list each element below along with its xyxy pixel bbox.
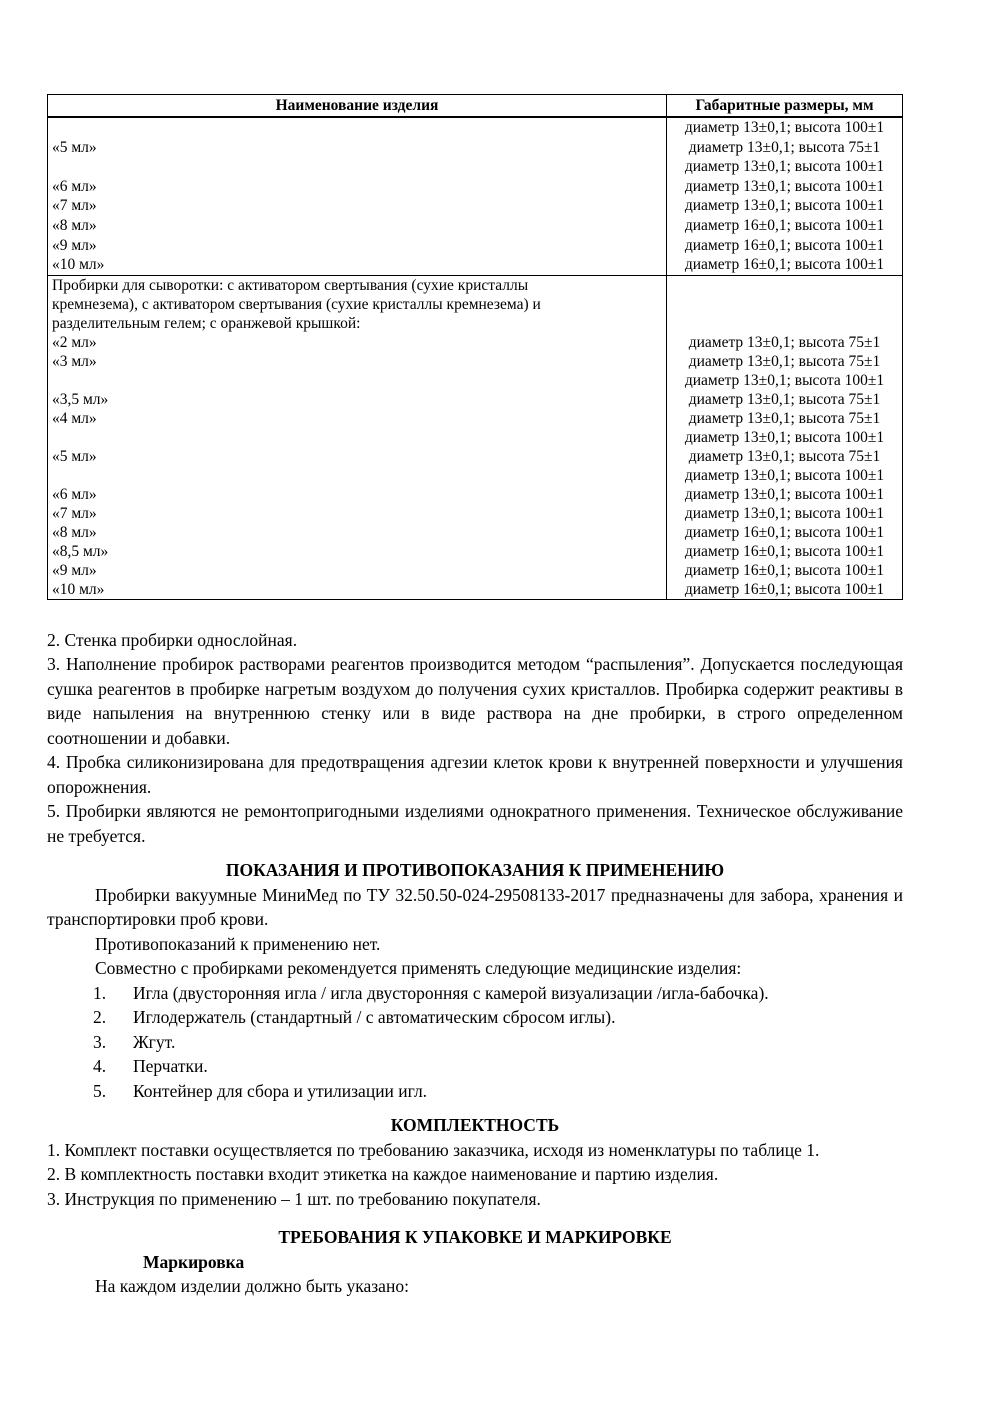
list-item-text: Перчатки. — [133, 1056, 208, 1077]
product-name-line: «6 мл» — [52, 177, 97, 195]
dimension-line: диаметр 13±0,1; высота 75±1 — [688, 352, 881, 370]
dimension-line: диаметр 13±0,1; высота 100±1 — [684, 428, 885, 446]
dimension-line — [667, 295, 902, 314]
product-name-line: «3 мл» — [52, 352, 97, 370]
product-name-line — [48, 466, 666, 485]
page-content — [47, 94, 903, 1299]
table-row-plain-tubes — [48, 118, 902, 275]
list-item-number: 5. — [93, 1080, 107, 1101]
list-item-number: 2. — [93, 1007, 107, 1028]
paragraph-no-contraindications: Противопоказаний к применению нет. — [95, 933, 381, 954]
dimension-line: диаметр 13±0,1; высота 100±1 — [684, 504, 885, 522]
list-item — [93, 1005, 903, 1030]
list-item-text: Жгут. — [133, 1031, 176, 1052]
product-name-line: «8 мл» — [52, 216, 97, 234]
recommended-devices-list — [93, 981, 903, 1104]
table-header-row — [48, 95, 902, 118]
subsection-title-marking: Маркировка — [143, 1251, 245, 1272]
list-item-text: Контейнер для сбора и утилизации игл. — [133, 1080, 428, 1101]
list-item-text: Иглодержатель (стандартный / с автоматическим сбросом иглы). — [133, 1007, 616, 1028]
list-item-text: Игла (двусторонняя игла / игла двусторонняя с камерой визуализации /игла-бабочка). — [133, 982, 769, 1003]
dimension-line: диаметр 13±0,1; высота 75±1 — [688, 333, 881, 351]
product-name-line: кремнезема), с активатором свертывания (сухие кристаллы кремнезема) и — [52, 295, 541, 313]
product-name-line: «9 мл» — [52, 561, 97, 579]
product-name-line: «10 мл» — [52, 580, 105, 598]
list-item — [93, 1054, 903, 1079]
list-item — [93, 1030, 903, 1055]
product-name-line: «8,5 мл» — [52, 542, 109, 560]
product-name-line: разделительным гелем; с оранжевой крышкой: — [52, 314, 361, 332]
paragraph-instruction: 3. Инструкция по применению – 1 шт. по требованию покупателя. — [47, 1188, 541, 1209]
product-name-line: «7 мл» — [52, 504, 97, 522]
dimension-line: диаметр 16±0,1; высота 100±1 — [684, 580, 885, 598]
product-name-line: «4 мл» — [52, 409, 97, 427]
product-name-line: Пробирки для сыворотки: с активатором свертывания (сухие кристаллы — [52, 276, 529, 294]
dimension-line: диаметр 13±0,1; высота 75±1 — [688, 390, 881, 408]
product-name-line — [48, 157, 666, 177]
dimension-line: диаметр 16±0,1; высота 100±1 — [684, 561, 885, 579]
section-title-completeness: КОМПЛЕКТНОСТЬ — [390, 1115, 560, 1136]
paragraph-purpose: Пробирки вакуумные МиниМед по ТУ 32.50.50-024-29508133-2017 предназначены для забора, хранения и транспортировки проб крови. — [47, 884, 903, 930]
dimension-line: диаметр 16±0,1; высота 100±1 — [684, 236, 885, 254]
list-item — [93, 1079, 903, 1104]
paragraph-recommended-devices: Совместно с пробирками рекомендуется применять следующие медицинские изделия: — [95, 958, 742, 979]
product-name-line: «3,5 мл» — [52, 390, 109, 408]
paragraph-wall: 2. Стенка пробирки однослойная. — [47, 629, 298, 650]
dimension-line: диаметр 13±0,1; высота 100±1 — [684, 119, 885, 136]
table-header-product-name: Наименование изделия — [275, 97, 439, 114]
product-name-line: «8 мл» — [52, 523, 97, 541]
product-dimensions-table — [47, 94, 903, 600]
cell-dimensions — [666, 276, 902, 599]
dimension-line: диаметр 13±0,1; высота 100±1 — [684, 177, 885, 195]
paragraph-single-use: 5. Пробирки являются не ремонтопригодными изделиями однократного применения. Техническое обслуживание не требуется. — [47, 801, 903, 846]
cell-dimensions — [666, 118, 902, 275]
section-title-indications: ПОКАЗАНИЯ И ПРОТИВОПОКАЗАНИЯ К ПРИМЕНЕНИЮ — [225, 860, 725, 881]
paragraph-filling: 3. Наполнение пробирок растворами реагентов производится методом “распыления”. Допускается последующая сушка реагентов в пробирке нагретым воздухом до получения сухих кристаллов. Пробирка содержит реактивы в виде напыления на внутреннюю стенку или в виде раствора на дне пробирки, в строго определенном соотношении и добавки. — [47, 654, 903, 748]
product-name-line — [48, 118, 666, 138]
product-name-line: «10 мл» — [52, 256, 105, 274]
dimension-line: диаметр 13±0,1; высота 100±1 — [684, 197, 885, 215]
list-item-number: 4. — [93, 1056, 107, 1077]
dimension-line: диаметр 16±0,1; высота 100±1 — [684, 216, 885, 234]
product-name-line: «9 мл» — [52, 236, 97, 254]
product-name-line: «2 мл» — [52, 333, 97, 351]
list-item — [93, 981, 903, 1006]
product-name-line — [48, 371, 666, 390]
body-text — [47, 628, 903, 1299]
dimension-line: диаметр 13±0,1; высота 100±1 — [684, 485, 885, 503]
dimension-line — [667, 314, 902, 333]
product-name-line: «5 мл» — [52, 138, 97, 156]
list-item-number: 1. — [93, 982, 107, 1003]
dimension-line: диаметр 13±0,1; высота 75±1 — [688, 138, 881, 156]
dimension-line: диаметр 16±0,1; высота 100±1 — [684, 256, 885, 274]
list-item-number: 3. — [93, 1031, 107, 1052]
dimension-line: диаметр 13±0,1; высота 75±1 — [688, 409, 881, 427]
dimension-line: диаметр 16±0,1; высота 100±1 — [684, 523, 885, 541]
paragraph-stopper: 4. Пробка силиконизирована для предотвращения адгезии клеток крови к внутренней поверхности и улучшения опорожнения. — [47, 752, 903, 797]
product-name-line — [48, 428, 666, 447]
table-row-serum-tubes — [48, 275, 902, 599]
cell-product-names — [48, 118, 666, 275]
dimension-line: диаметр 13±0,1; высота 100±1 — [684, 371, 885, 389]
paragraph-delivery-set: 1. Комплект поставки осуществляется по требованию заказчика, исходя из номенклатуры по таблице 1. — [47, 1139, 820, 1160]
paragraph-label: 2. В комплектность поставки входит этикетка на каждое наименование и партию изделия. — [47, 1164, 719, 1185]
dimension-line: диаметр 13±0,1; высота 100±1 — [684, 466, 885, 484]
paragraph-marking-intro: На каждом изделии должно быть указано: — [95, 1276, 409, 1297]
dimension-line: диаметр 13±0,1; высота 100±1 — [684, 158, 885, 176]
section-title-packaging: ТРЕБОВАНИЯ К УПАКОВКЕ И МАРКИРОВКЕ — [278, 1227, 672, 1248]
dimension-line: диаметр 16±0,1; высота 100±1 — [684, 542, 885, 560]
dimension-line: диаметр 13±0,1; высота 75±1 — [688, 447, 881, 465]
table-header-dimensions: Габаритные размеры, мм — [666, 95, 902, 116]
product-name-line: «5 мл» — [52, 447, 97, 465]
product-name-line: «6 мл» — [52, 485, 97, 503]
product-name-line: «7 мл» — [52, 197, 97, 215]
cell-product-names — [48, 276, 666, 599]
dimension-line — [667, 276, 902, 295]
